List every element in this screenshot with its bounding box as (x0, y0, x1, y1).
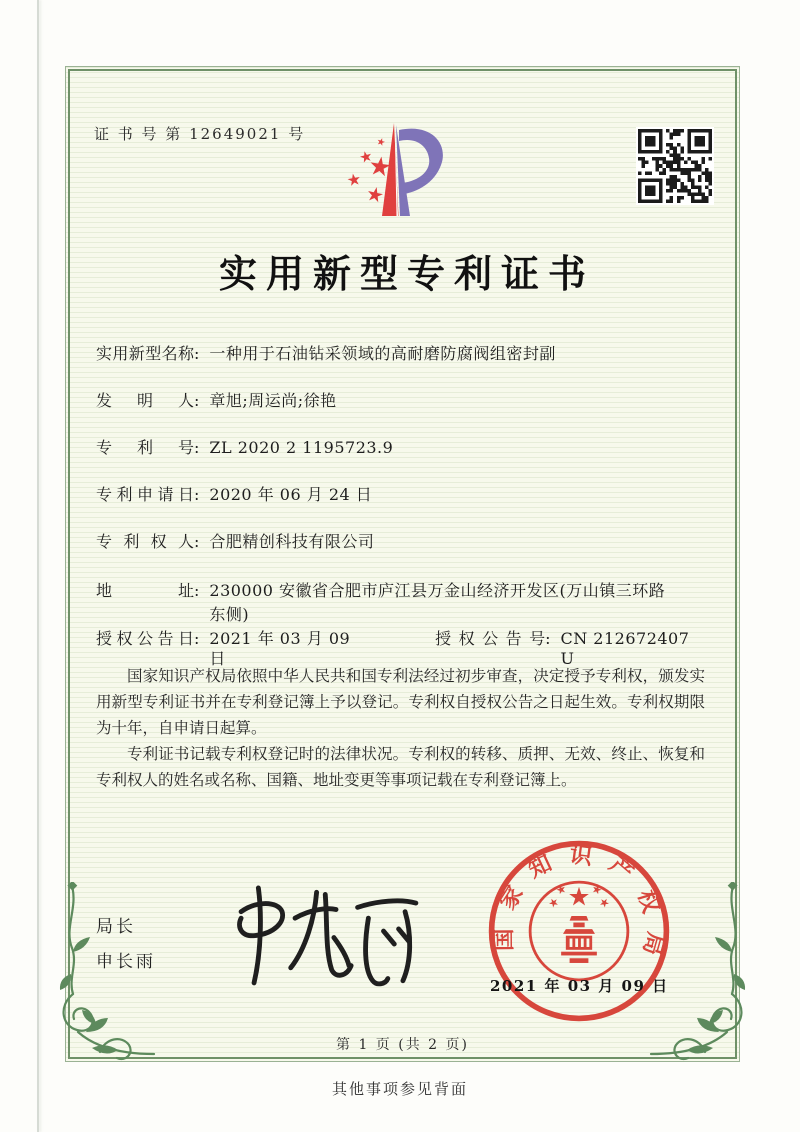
field-value-grant-number: CN 212672407 U (560, 629, 690, 668)
seal-ring-text: 国家知识产权局 (491, 841, 669, 974)
scanned-page-edge (37, 0, 39, 1132)
field-colon: : (194, 485, 200, 504)
signer-title: 局长 (96, 917, 136, 937)
field-value-patentee: 合肥精创科技有限公司 (209, 532, 375, 551)
field-colon: : (194, 391, 200, 410)
field-row-patentee (96, 532, 707, 552)
field-value-grant-date: 2021 年 03 月 09 日 (209, 629, 351, 668)
page-number: 第 1 页 (共 2 页) (336, 1037, 469, 1053)
director-handwritten-signature-icon (226, 875, 431, 987)
legal-paragraph-2: 专利证书记载专利权登记时的法律状况。专利权的转移、质押、无效、终止、恢复和专利权人的姓名或名称、国籍、地址变更等事项记载在专利登记簿上。 (96, 745, 705, 789)
cnipa-patent-logo-icon (341, 117, 461, 237)
field-row-inventors (96, 391, 707, 411)
corner-vine-ornament-right-icon (647, 882, 747, 1067)
certificate-number: 证 书 号 第 12649021 号 (94, 125, 306, 143)
corner-vine-ornament-left-icon (58, 882, 158, 1067)
field-label: 专利号 (96, 438, 194, 457)
field-colon: : (194, 629, 200, 648)
field-row-address (96, 579, 707, 627)
cnipa-official-seal-icon (485, 837, 673, 1025)
field-value-patent-number: ZL 2020 2 1195723.9 (209, 438, 394, 457)
patent-fields (96, 344, 707, 669)
back-note: 其他事项参见背面 (331, 1080, 468, 1098)
legal-text (96, 663, 705, 793)
field-value-utility-model-name: 一种用于石油钻采领域的高耐磨防腐阀组密封副 (209, 344, 556, 363)
field-label: 授权公告号 (435, 629, 546, 648)
certificate-title: 实用新型专利证书 (218, 251, 595, 296)
field-label: 专利权人 (96, 532, 194, 551)
signer-name: 申长雨 (96, 952, 156, 972)
field-colon: : (194, 438, 200, 457)
field-label: 发明人 (96, 391, 194, 410)
field-value-inventors: 章旭;周运尚;徐艳 (209, 391, 337, 410)
field-row-patent-number (96, 438, 707, 458)
certificate-content (66, 67, 739, 1061)
seal-date: 2021 年 03 月 09 日 (490, 977, 669, 995)
field-label: 专利申请日 (96, 485, 194, 504)
field-colon: : (194, 532, 200, 551)
field-colon: : (545, 629, 551, 648)
certificate-frame (65, 66, 740, 1062)
field-label: 授权公告日 (96, 629, 194, 648)
field-colon: : (194, 581, 200, 600)
field-value-address: 230000 安徽省合肥市庐江县万金山经济开发区(万山镇三环路东侧) (209, 581, 666, 624)
field-colon: : (194, 344, 200, 363)
field-label: 实用新型名称 (96, 344, 194, 363)
field-row-filing-date (96, 485, 707, 505)
field-label: 地址 (96, 581, 194, 600)
qr-code-icon (636, 127, 714, 205)
field-row-utility-model-name (96, 344, 707, 364)
national-emblem (530, 882, 628, 980)
legal-paragraph-1: 国家知识产权局依照中华人民共和国专利法经过初步审查，决定授予专利权，颁发实用新型专利证书并在专利登记簿上予以登记。专利权自授权公告之日起生效。专利权期限为十年，自申请日起算。 (96, 667, 705, 737)
field-value-filing-date: 2020 年 06 月 24 日 (209, 485, 373, 504)
